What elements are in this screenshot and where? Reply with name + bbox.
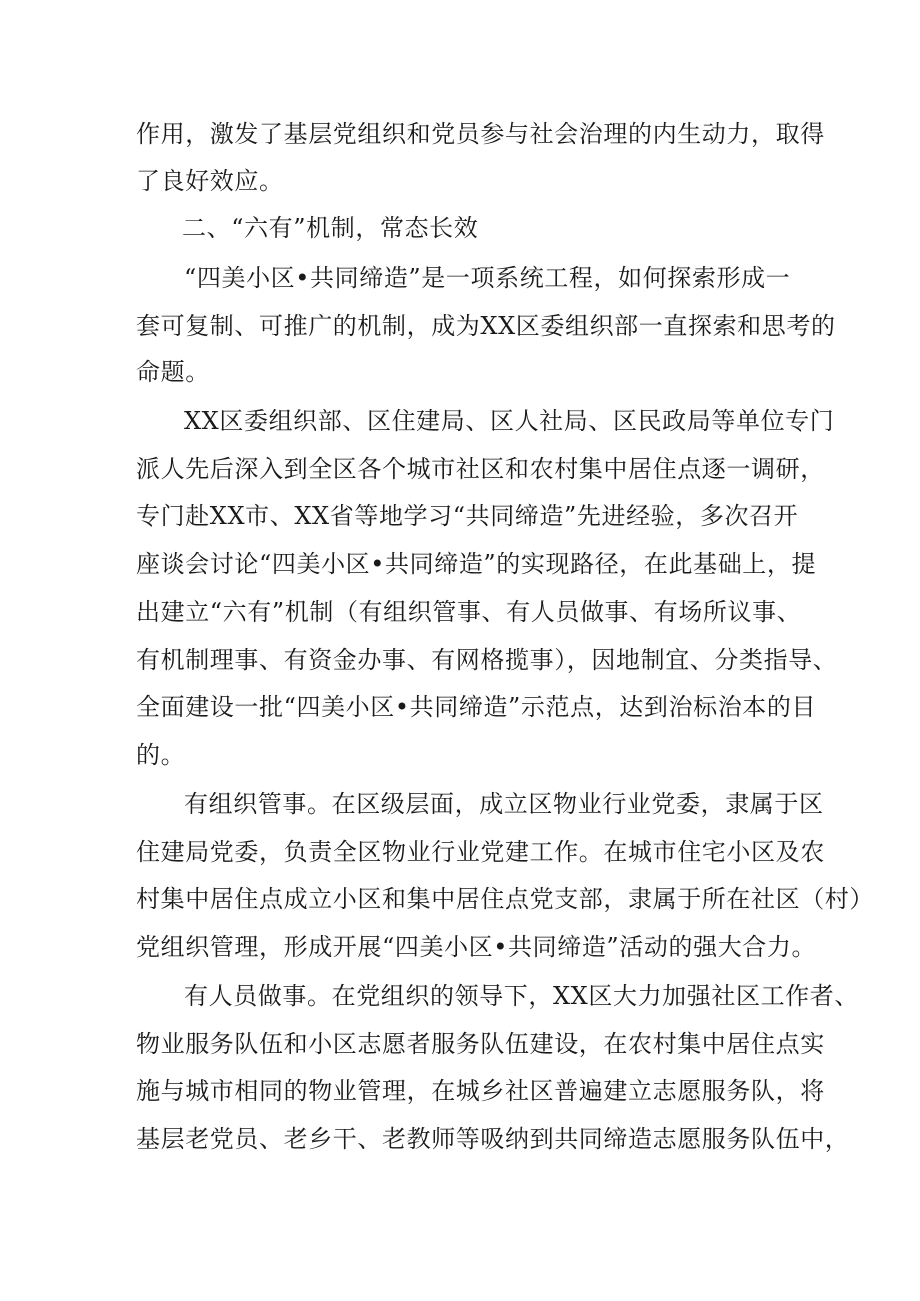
- text-line: 有人员做事。在党组织的领导下，XX区大力加强社区工作者、: [184, 982, 859, 1010]
- text-line: 党组织管理，形成开展“四美小区•共同缔造”活动的强大合力。: [136, 933, 817, 961]
- text-line: 村集中居住点成立小区和集中居住点党支部，隶属于所在社区（村）: [136, 885, 874, 913]
- text-line: 物业服务队伍和小区志愿者服务队伍建设，在农村集中居住点实: [136, 1030, 825, 1058]
- text-line: XX区委组织部、区住建局、区人社局、区民政局等单位专门: [184, 407, 835, 435]
- text-line: 施与城市相同的物业管理，在城乡社区普遍建立志愿服务队，将: [136, 1077, 825, 1105]
- text-line: 全面建设一批“四美小区•共同缔造”示范点，达到治标治本的目: [136, 693, 817, 721]
- text-line: 派人先后深入到全区各个城市社区和农村集中居住点逐一调研，: [136, 455, 825, 483]
- text-line: 基层老党员、老乡干、老教师等吸纳到共同缔造志愿服务队伍中，: [136, 1125, 850, 1153]
- text-line: “四美小区•共同缔造”是一项系统工程，如何探索形成一: [184, 264, 791, 292]
- text-line: 了良好效应。: [136, 167, 284, 195]
- text-line: 住建局党委，负责全区物业行业党建工作。在城市住宅小区及农: [136, 838, 825, 866]
- text-line: 专门赴XX市、XX省等地学习“共同缔造”先进经验，多次召开: [136, 502, 799, 530]
- text-line: 命题。: [136, 358, 210, 386]
- text-line: 的。: [136, 741, 186, 769]
- text-line: 有机制理事、有资金办事、有网格揽事），因地制宜、分类指导、: [136, 646, 838, 674]
- text-line: 套可复制、可推广的机制，成为XX区委组织部一直探索和思考的: [136, 312, 836, 340]
- section-heading: 二、“六有”机制，常态长效: [182, 214, 479, 242]
- text-line: 出建立“六有”机制（有组织管事、有人员做事、有场所议事、: [136, 598, 802, 626]
- text-line: 有组织管事。在区级层面，成立区物业行业党委，隶属于区: [184, 790, 824, 818]
- text-line: 作用，激发了基层党组织和党员参与社会治理的内生动力，取得: [136, 120, 825, 148]
- text-line: 座谈会讨论“四美小区•共同缔造”的实现路径，在此基础上，提: [136, 550, 817, 578]
